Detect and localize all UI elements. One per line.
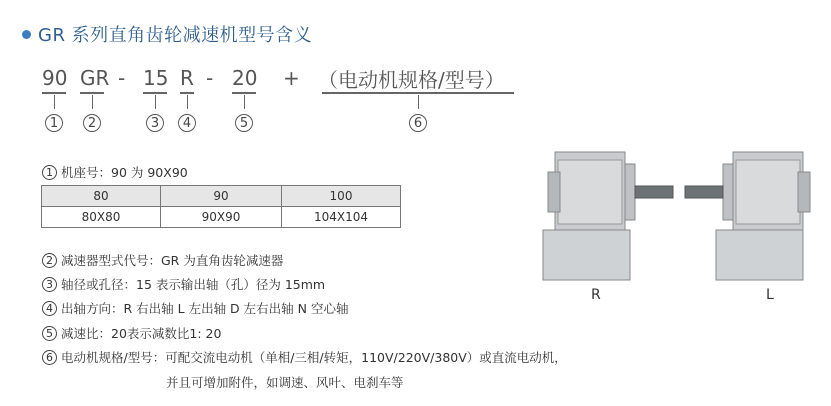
marker-3: 3 (146, 114, 164, 132)
gearbox-flange (723, 164, 733, 220)
desc-ratio: 5 减速比：20表示减数比1: 20 (42, 324, 221, 342)
code-shaft-diameter: 15 (143, 66, 169, 90)
gearbox-l-diagram (683, 150, 818, 282)
marker-5: 5 (235, 114, 253, 132)
page-title: GR 系列直角齿轮减速机型号含义 (38, 25, 313, 46)
underline (42, 92, 66, 94)
desc-frame: 1 机座号：90 为 90X90 (42, 163, 188, 181)
marker-6: 6 (409, 114, 427, 132)
desc-direction: 4 出轴方向：R 右出轴 L 左出轴 D 左右出轴 N 空心轴 (42, 299, 348, 317)
table-cell: 90X90 (161, 207, 282, 228)
table-cell: 80X80 (42, 207, 161, 228)
table-cell: 90 (161, 186, 282, 207)
label-l: L (766, 287, 774, 303)
label-r: R (591, 287, 601, 303)
tick (155, 95, 156, 109)
code-reducer-type: GR (80, 66, 110, 90)
table-cell: 100 (282, 186, 401, 207)
underline (232, 92, 256, 94)
tick (92, 95, 93, 109)
frame-size-table (41, 185, 401, 228)
underline (80, 92, 104, 94)
code-output-direction: R (180, 66, 194, 90)
code-dash-2: - (206, 66, 214, 90)
table-cell: 80 (42, 186, 161, 207)
underline (322, 92, 514, 94)
code-motor-spec: （电动机规格/型号） (318, 68, 505, 92)
gearbox-face (558, 160, 622, 224)
table-row (42, 186, 401, 207)
gearbox-r-diagram (540, 150, 675, 282)
gearbox-face (736, 160, 800, 224)
code-plus: + (283, 66, 300, 90)
gearbox-cap (798, 172, 810, 212)
marker-2: 2 (83, 114, 101, 132)
table-row (42, 207, 401, 228)
desc-shaft: 3 轴径或孔径：15 表示输出轴（孔）径为 15mm (42, 275, 325, 293)
gearbox-cap (548, 172, 560, 212)
motor-block (716, 230, 803, 280)
underline (180, 92, 194, 94)
desc-motor-cont: 并且可增加附件，如调速、风叶、电刹车等 (166, 375, 404, 390)
marker-4: 4 (178, 114, 196, 132)
code-frame-size: 90 (42, 66, 68, 90)
desc-reducer: 2 减速器型式代号：GR 为直角齿轮减速器 (42, 251, 283, 269)
output-shaft (635, 186, 673, 198)
code-dash-1: - (118, 66, 126, 90)
code-ratio: 20 (232, 66, 258, 90)
bullet-icon (22, 30, 31, 39)
tick (187, 95, 188, 109)
tick (244, 95, 245, 109)
tick (54, 95, 55, 109)
underline (143, 92, 167, 94)
output-shaft (685, 186, 723, 198)
gearbox-flange (625, 164, 635, 220)
table-cell: 104X104 (282, 207, 401, 228)
motor-block (543, 230, 630, 280)
marker-1: 1 (45, 114, 63, 132)
tick (418, 95, 419, 109)
desc-motor: 6 电动机规格/型号：可配交流电动机（单相/三相/转矩，110V/220V/380V）或直流电动机， (42, 348, 567, 366)
